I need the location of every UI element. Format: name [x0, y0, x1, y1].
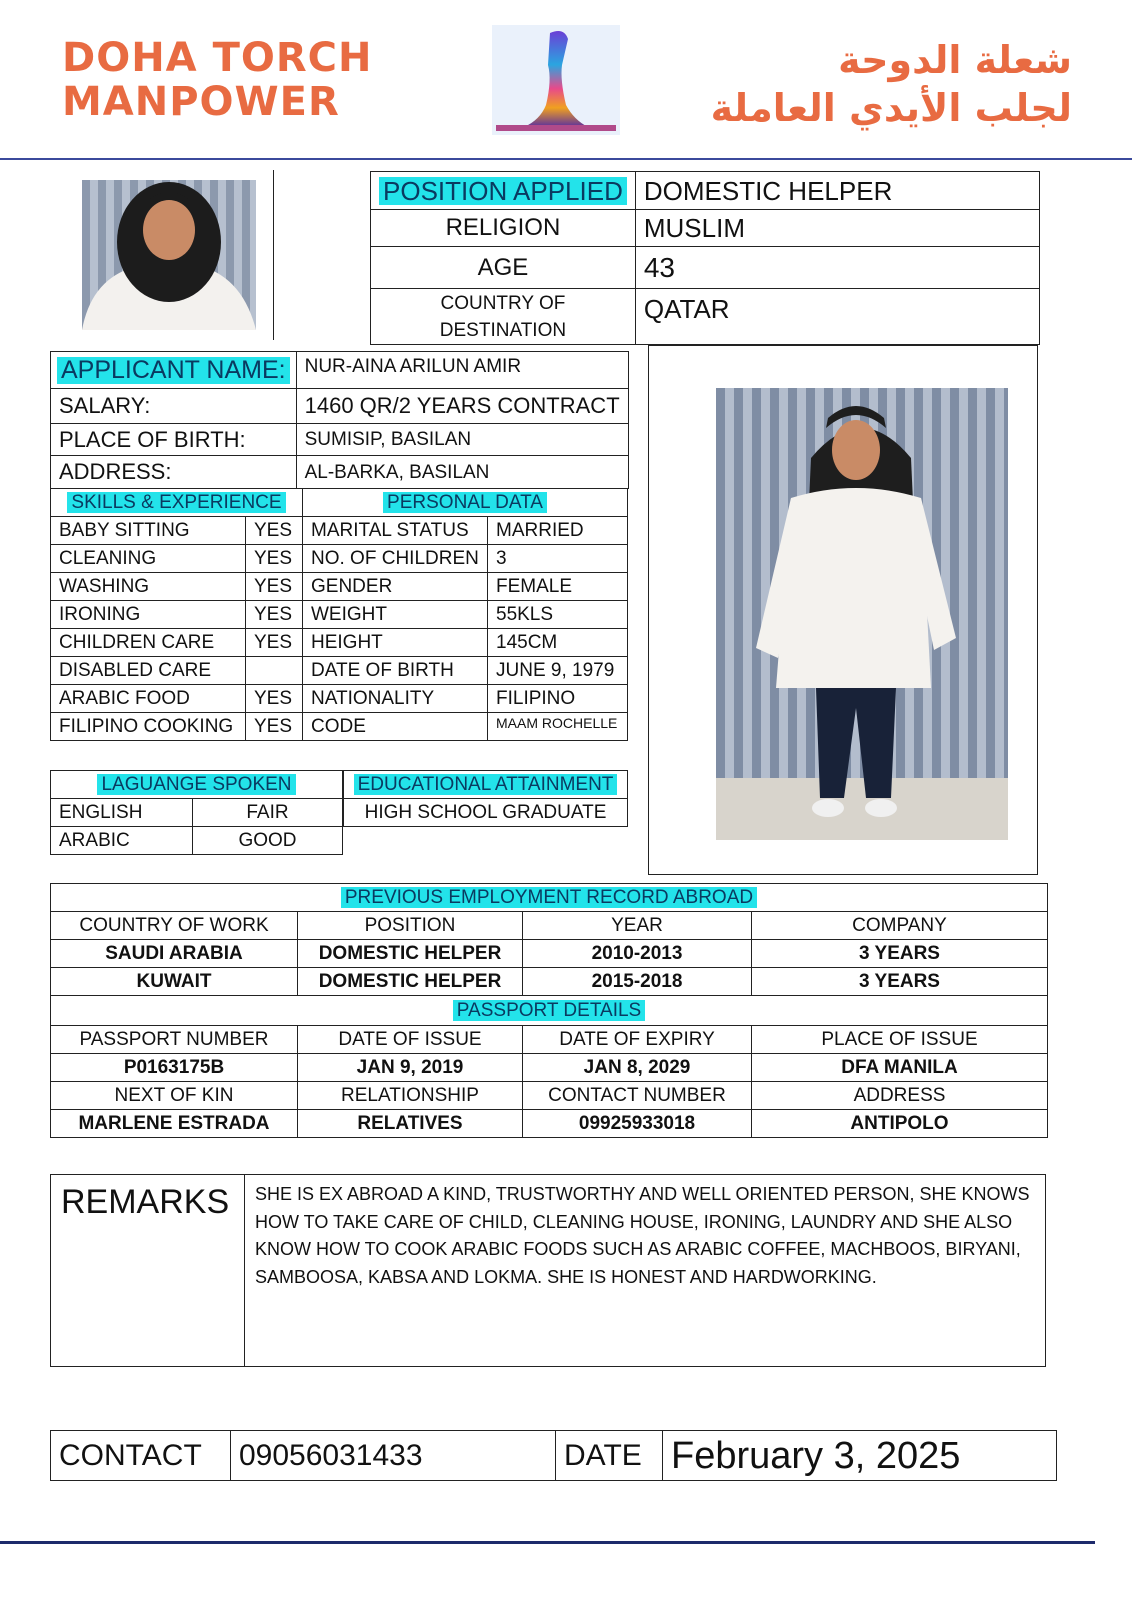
- language-table: [50, 770, 343, 855]
- employment-company: 3 YEARS: [752, 940, 1048, 968]
- personal-value: MAAM ROCHELLE: [488, 713, 628, 741]
- destination-value: QATAR: [635, 289, 1039, 345]
- table-row: [51, 940, 1048, 968]
- age-label: AGE: [371, 247, 636, 289]
- personal-value: 3: [488, 545, 628, 573]
- personal-value: JUNE 9, 1979: [488, 657, 628, 685]
- table-row: [51, 573, 628, 601]
- kin-name: MARLENE ESTRADA: [51, 1110, 298, 1138]
- skill-name: CHILDREN CARE: [51, 629, 246, 657]
- footer-rule: [0, 1541, 1095, 1544]
- logo-ar-line-2: لجلب الأيدي العاملة: [710, 86, 1072, 130]
- destination-label: COUNTRY OF DESTINATION: [371, 289, 636, 345]
- header-rule: [0, 158, 1132, 160]
- personal-value: FEMALE: [488, 573, 628, 601]
- remarks-table: [50, 1174, 1046, 1367]
- skill-yes: YES: [246, 685, 303, 713]
- table-row: [51, 657, 628, 685]
- personal-label: HEIGHT: [303, 629, 488, 657]
- logo-english: [62, 36, 373, 124]
- skill-yes: YES: [246, 601, 303, 629]
- skill-name: BABY SITTING: [51, 517, 246, 545]
- skill-yes: [246, 657, 303, 685]
- language-name: ARABIC: [51, 827, 193, 855]
- small-portrait-photo: [82, 180, 256, 330]
- personal-value: MARRIED: [488, 517, 628, 545]
- small-photo-frame: [49, 170, 274, 340]
- skills-header: SKILLS & EXPERIENCE: [51, 489, 303, 517]
- applicant-table: [50, 351, 629, 489]
- birthplace-value: SUMISIP, BASILAN: [296, 424, 628, 456]
- table-row: [51, 713, 628, 741]
- full-body-photo: [716, 388, 1008, 840]
- passport-number: P0163175B: [51, 1054, 298, 1082]
- passport-expiry-date: JAN 8, 2029: [523, 1054, 752, 1082]
- full-photo-frame: [648, 345, 1038, 875]
- skill-yes: YES: [246, 573, 303, 601]
- skill-yes: YES: [246, 713, 303, 741]
- column-header: ADDRESS: [752, 1082, 1048, 1110]
- footer-table: [50, 1430, 1057, 1481]
- language-level: GOOD: [193, 827, 343, 855]
- remarks-line: SAMBOOSA, KABSA AND LOKMA. SHE IS HONEST AND HARDWORKING.: [255, 1266, 877, 1287]
- employment-header: PREVIOUS EMPLOYMENT RECORD ABROAD: [51, 884, 1048, 912]
- table-row: [51, 629, 628, 657]
- salary-label: SALARY:: [51, 389, 297, 424]
- position-applied-value: DOMESTIC HELPER: [635, 172, 1039, 210]
- date-value: February 3, 2025: [663, 1431, 1057, 1481]
- employment-year: 2010-2013: [523, 940, 752, 968]
- skills-personal-table: [50, 488, 628, 741]
- passport-place-of-issue: DFA MANILA: [752, 1054, 1048, 1082]
- logo-line-1: DOHA TORCH: [62, 35, 373, 81]
- column-header: DATE OF ISSUE: [298, 1026, 523, 1054]
- employment-year: 2015-2018: [523, 968, 752, 996]
- personal-value: FILIPINO: [488, 685, 628, 713]
- personal-label: NO. OF CHILDREN: [303, 545, 488, 573]
- table-row: [51, 1054, 1048, 1082]
- passport-issue-date: JAN 9, 2019: [298, 1054, 523, 1082]
- applicant-name-value: NUR-AINA ARILUN AMIR: [296, 352, 628, 389]
- skill-name: CLEANING: [51, 545, 246, 573]
- employment-company: 3 YEARS: [752, 968, 1048, 996]
- logo-line-2: MANPOWER: [62, 79, 340, 125]
- skill-name: ARABIC FOOD: [51, 685, 246, 713]
- personal-label: WEIGHT: [303, 601, 488, 629]
- remarks-line: SHE IS EX ABROAD A KIND, TRUSTWORTHY AND WELL ORIENTED PERSON, SHE KNOWS: [255, 1184, 1030, 1204]
- employment-country: KUWAIT: [51, 968, 298, 996]
- table-row: [51, 827, 343, 855]
- table-row: [51, 517, 628, 545]
- contact-value: 09056031433: [231, 1431, 556, 1481]
- column-header: RELATIONSHIP: [298, 1082, 523, 1110]
- column-header: DATE OF EXPIRY: [523, 1026, 752, 1054]
- religion-label: RELIGION: [371, 210, 636, 247]
- kin-relationship: RELATIVES: [298, 1110, 523, 1138]
- column-header: PLACE OF ISSUE: [752, 1026, 1048, 1054]
- table-row: [51, 968, 1048, 996]
- logo-ar-line-1: شعلة الدوحة: [838, 38, 1072, 82]
- education-header: EDUCATIONAL ATTAINMENT: [344, 771, 628, 799]
- education-table: [343, 770, 628, 827]
- column-header: CONTACT NUMBER: [523, 1082, 752, 1110]
- remarks-label: REMARKS: [51, 1175, 245, 1367]
- position-applied-label: POSITION APPLIED: [371, 172, 636, 210]
- salary-value: 1460 QR/2 YEARS CONTRACT: [296, 389, 628, 424]
- personal-label: GENDER: [303, 573, 488, 601]
- remarks-line: KNOW HOW TO COOK ARABIC FOODS SUCH AS ARABIC COFFEE, MACHBOOS, BIRYANI,: [255, 1239, 1021, 1259]
- personal-label: NATIONALITY: [303, 685, 488, 713]
- employment-position: DOMESTIC HELPER: [298, 940, 523, 968]
- skill-yes: YES: [246, 629, 303, 657]
- religion-value: MUSLIM: [635, 210, 1039, 247]
- employment-passport-table: [50, 883, 1048, 1138]
- language-header: LAGUANGE SPOKEN: [51, 771, 343, 799]
- table-row: [51, 1110, 1048, 1138]
- skill-name: WASHING: [51, 573, 246, 601]
- kin-address: ANTIPOLO: [752, 1110, 1048, 1138]
- torch-logo-icon: [492, 25, 620, 135]
- column-header: COMPANY: [752, 912, 1048, 940]
- skill-name: DISABLED CARE: [51, 657, 246, 685]
- skill-name: FILIPINO COOKING: [51, 713, 246, 741]
- remarks-text: [245, 1175, 1046, 1367]
- column-header: POSITION: [298, 912, 523, 940]
- applicant-name-label: APPLICANT NAME:: [51, 352, 297, 389]
- table-row: [51, 545, 628, 573]
- address-value: AL-BARKA, BASILAN: [296, 456, 628, 489]
- date-label: DATE: [556, 1431, 663, 1481]
- language-name: ENGLISH: [51, 799, 193, 827]
- age-value: 43: [635, 247, 1039, 289]
- education-value: HIGH SCHOOL GRADUATE: [344, 799, 628, 827]
- column-header: COUNTRY OF WORK: [51, 912, 298, 940]
- employment-country: SAUDI ARABIA: [51, 940, 298, 968]
- address-label: ADDRESS:: [51, 456, 297, 489]
- column-header: PASSPORT NUMBER: [51, 1026, 298, 1054]
- column-header: YEAR: [523, 912, 752, 940]
- table-row: [51, 799, 343, 827]
- table-row: [51, 601, 628, 629]
- personal-value: 55KLS: [488, 601, 628, 629]
- personal-label: DATE OF BIRTH: [303, 657, 488, 685]
- personal-label: CODE: [303, 713, 488, 741]
- skill-yes: YES: [246, 545, 303, 573]
- contact-label: CONTACT: [51, 1431, 231, 1481]
- remarks-line: HOW TO TAKE CARE OF CHILD, CLEANING HOUSE, IRONING, LAUNDRY AND SHE ALSO: [255, 1211, 1013, 1232]
- birthplace-label: PLACE OF BIRTH:: [51, 424, 297, 456]
- kin-contact-number: 09925933018: [523, 1110, 752, 1138]
- logo-arabic: [711, 36, 1072, 132]
- employment-position: DOMESTIC HELPER: [298, 968, 523, 996]
- column-header: NEXT OF KIN: [51, 1082, 298, 1110]
- skill-yes: YES: [246, 517, 303, 545]
- personal-header: PERSONAL DATA: [303, 489, 628, 517]
- personal-label: MARITAL STATUS: [303, 517, 488, 545]
- language-level: FAIR: [193, 799, 343, 827]
- skill-name: IRONING: [51, 601, 246, 629]
- passport-header: PASSPORT DETAILS: [51, 996, 1048, 1026]
- table-row: [51, 685, 628, 713]
- position-table: [370, 171, 1040, 345]
- personal-value: 145CM: [488, 629, 628, 657]
